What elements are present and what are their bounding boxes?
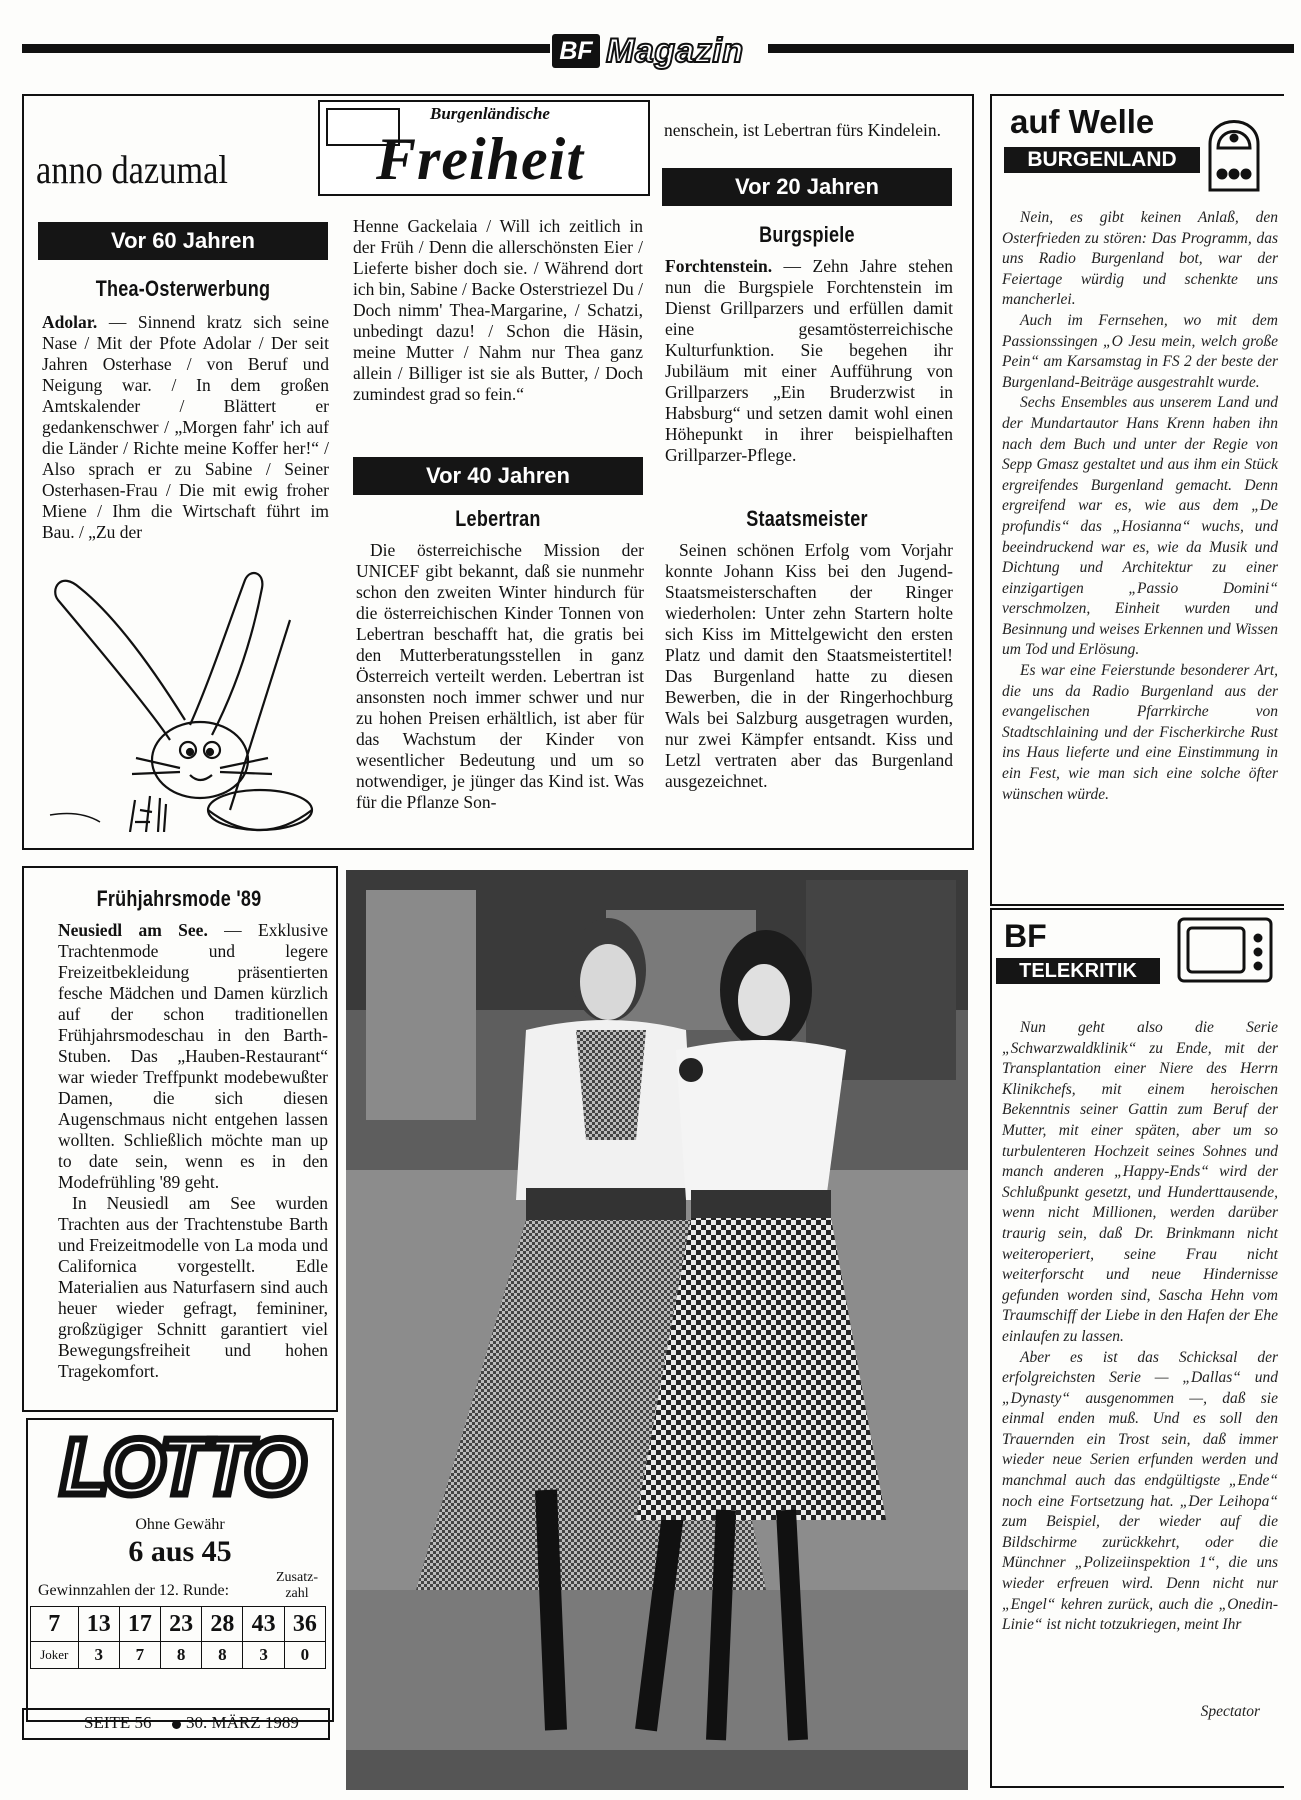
mode-lead: Neusiedl am See.: [58, 920, 208, 940]
easter-bunny-illustration: [40, 560, 330, 832]
lotto-numbers-row: [31, 1607, 326, 1642]
anno-label: anno dazumal: [36, 147, 228, 192]
lotto-number: 43: [243, 1607, 284, 1642]
vor20-body2: Seinen schönen Erfolg vom Vorjahr konnte Johann Kiss bei den Jugend-Staatsmeisterschaften der Ringer wiederholen: Unter zehn Startern holte sich Kiss im Mittelgewicht den ersten Platz und damit den Staatsmeistertitel! Das Burgenland hatte zu diesen Bewerben, die in der Ringerhochburg Wals bei Salzburg ausgetragen wurden, nur zwei Kämpfer entsandt. Kiss und Letzl vertraten aber das Burgenland ausgezeichnet.: [665, 540, 953, 791]
mode-text: [58, 920, 328, 1382]
vor40-band: Vor 40 Jahren: [353, 457, 643, 495]
lotto-joker-label: Joker: [31, 1642, 79, 1669]
radio-icon: [1204, 104, 1264, 199]
vor60-lead: Adolar.: [42, 312, 98, 332]
vor40-body: Die österreichische Mission der UNICEF gibt bekannt, daß sie nunmehr schon den zweiten Winter hindurch für die österreichischen Kinder Tonnen von Lebertran beschafft hat, die gratis bei den Mutterberatungsstellen in ganz Österreich verteilt werden. Lebertran ist ansonsten noch immer schwer und nur zu hohen Preisen erhältlich, ist aber für das Wachstum der Kinder von wesentlicher Bedeutung und um so notwendiger, je jünger das Kind ist. Was für die Pflanze Son-: [356, 540, 644, 812]
vor60-body1: — Sinnend kratz sich seine Nase / Mit der Pfote Adolar / Der seit Jahren Osterhase / von Beruf und Neigung war. / In dem großen Amtskalender / Blättert er gedankenschwer / „Morgen fahr' ich auf die Länder / Richte meine Koffer her!“ / Also sprach er zu Sabine / Seiner Osterhasen-Frau / Die mit ewig froher Miene / Ihm die Wirtschaft führt im Bau. / „Zu der: [42, 312, 329, 542]
footer-page: SEITE 56: [84, 1713, 152, 1732]
mode-body1: — Exklusive Trachtenmode und legere Freizeitbekleidung präsentierten fesche Mädchen und Damen kürzlich auf der schon traditionellen Frühjahrsmodeschau in den Barth-Stuben. Das „Hauben-Restaurant“ war wieder Treffpunkt modebewußter Damen, die sich diesen Augenschmaus nicht entgehen lassen wollten. Schließlich möchte man up to date sein, wenn es in den Modefrühling '89 geht.: [58, 920, 328, 1192]
telekritik-subtitle: TELEKRITIK: [996, 958, 1160, 984]
masthead-rule-left: [22, 44, 550, 53]
welle-title: auf Welle: [1010, 103, 1155, 140]
welle-paragraph: Es war eine Feierstunde besonderer Art, die uns da Radio Burgenland aus der evangelischen Pfarrkirche von Stadtschlaining und der Fischerkirche Rust ins Haus lieferte und eine Einstimmung in ein Fest, wie man sich eine solche öfter wünschen würde.: [1002, 662, 1278, 803]
vor60-text-col2: Henne Gackelaia / Will ich zeitlich in der Früh / Denn die allerschönsten Eier / Lieferte bisher doch sie. / Während dort ich bin, Sabine / Backe Osterstriezel Du / Doch nimm' Thea-Margarine, / Schatzi, unbedingt dazu! / Schon die Häsin, meine Mutter / Nahm nur Thea ganz allein / Billiger ist sie als Butter, / Doch zumindest grad so fein.“: [353, 216, 643, 404]
lotto-zusatz-label: Zusatz- zahl: [276, 1570, 318, 1601]
lotto-label: Gewinnzahlen der 12. Runde:: [38, 1582, 230, 1599]
page-footer: [22, 1708, 330, 1740]
mode-heading: Frühjahrsmode '89: [96, 886, 262, 911]
lotto-joker-digit: 3: [78, 1642, 119, 1669]
lotto-joker-digit: 3: [243, 1642, 284, 1669]
vor60-text-col1: [42, 312, 329, 543]
telekritik-paragraph: Nun geht also die Serie „Schwarzwaldklinik“ zu Ende, mit der Transplantation einer Niere des Herrn Klinikchefs, mit einem heroischen Bekenntnis seiner Gattin zum Beruf der Mutter, mit einer späten, aber um so turbulenteren Hochzeit seines Sohnes und manch anderen „Happy-Ends“ wird der Schlußpunkt gesetzt, und Hunderttausende, wenn nicht Millionen, werden darüber traurig sein, daß Dr. Brinkmann nicht weiteroperiert, seine Frau nicht weiterforscht und neue Hindernisse gefunden worden sind, Sascha Hehn vom Traumschiff der Liebe in den Hafen der Ehe einlaufen zu lassen.: [1002, 1019, 1278, 1345]
telekritik-paragraph: Aber es ist das Schicksal der erfolgreichsten Serie — „Dallas“ und „Dynasty“ ausgenommen —, daß sie einmal enden muß. Und es soll den Trauernden ein Trost sein, daß immer wieder neue Serien erfunden werden und manchmal auch das endgültigste „Ende“ noch eine Fortsetzung hat. „Der Leihopa“ zum Beispiel, der wieder auf die Bildschirme zurückkehrt, oder die Münchner „Polizeiinspektion 1“, die uns wieder erfreuen wird. Denn nicht nur „Engel“ kehren zurück, auch die „Onedin-Linie“ ist nicht totzukriegen, meint Ihr: [1002, 1348, 1278, 1634]
vor60-band: Vor 60 Jahren: [38, 222, 328, 260]
vor20-heading: Burgspiele: [759, 222, 855, 247]
vor20-band: Vor 20 Jahren: [662, 168, 952, 206]
lotto-game: 6 aus 45: [128, 1535, 232, 1568]
newspaper-masthead: [318, 100, 650, 196]
vor20-lead: Forchtenstein.: [665, 256, 773, 276]
welle-subtitle: BURGENLAND: [1004, 147, 1200, 173]
lotto-zusatzzahl: 36: [284, 1607, 325, 1642]
newspaper-title: Freiheit: [375, 126, 584, 192]
vor40-heading: Lebertran: [455, 506, 541, 531]
lotto-joker-digit: 8: [161, 1642, 202, 1669]
masthead-rule-right: [768, 44, 1294, 53]
lotto-ohne-gewaehr: Ohne Gewähr: [135, 1516, 225, 1533]
lotto-joker-digit: 0: [284, 1642, 325, 1669]
masthead: [552, 30, 764, 74]
mode-body2: In Neusiedl am See wurden Trachten aus der Trachtenstube Barth und Freizeitmodelle von La moda und Californica vorgestellt. Edle Materialien aus Naturfasern sind auch heuer wieder gefragt, femininer, großzügiger Schnitt garantiert viel Bewegungsfreiheit und hohen Tragekomfort.: [58, 1193, 328, 1381]
vor20-text: [665, 256, 953, 466]
tv-icon: [1176, 916, 1274, 995]
vor40-continuation: nenschein, ist Lebertran fürs Kindelein.: [664, 120, 941, 140]
masthead-title: Magazin: [606, 32, 744, 70]
footer-bullet: [172, 1720, 181, 1729]
vor20-heading2: Staatsmeister: [746, 506, 868, 531]
telekritik-title: BF: [1004, 918, 1047, 954]
telekritik-text: [1002, 1018, 1278, 1636]
masthead-logo: BF: [552, 34, 600, 68]
lotto-number: 13: [78, 1607, 119, 1642]
vor60-heading: Thea-Osterwerbung: [95, 276, 271, 301]
newspaper-top-line: Burgenländische: [430, 104, 550, 123]
welle-paragraph: Auch im Fernsehen, wo mit dem Passionssingen „O Jesu mein, welch große Pein“ am Karsamstag in FS 2 der beste der Burgenland-Beiträge ausgestrahlt wurde.: [1002, 311, 1278, 391]
welle-text: [1002, 208, 1278, 805]
lotto-joker-digit: 7: [119, 1642, 160, 1669]
lotto-table: [30, 1606, 326, 1669]
lotto-logo: LOTTO: [60, 1422, 300, 1511]
lotto-number: 7: [31, 1607, 79, 1642]
vor40-text: [356, 540, 644, 813]
fashion-photo: [346, 870, 968, 1790]
lotto-number: 23: [161, 1607, 202, 1642]
welle-paragraph: Sechs Ensembles aus unserem Land und der Mundartautor Hans Krenn haben ihn nach dem Buch und unter der Regie von Sepp Gmasz gestaltet und aus ihm ein Stück ergreifendes Burgenland gemacht. Denn ergreifend war es, wie aus dem „De profundis“ das „Hosianna“ wuchs, und beeindruckend war es, wie da Musik und Dichtung und Architektur zu einer einzigartigen „Passio Domini“ verschmolzen, Einheit wurden und Besinnung und weises Erkennen und Wissen um Tod und Erlösung.: [1002, 394, 1278, 659]
footer-date: 30. MÄRZ 1989: [186, 1713, 299, 1732]
telekritik-signature: Spectator: [1200, 1703, 1260, 1720]
lotto-joker-row: [31, 1642, 326, 1669]
lotto-number: 28: [202, 1607, 243, 1642]
lotto-joker-digit: 8: [202, 1642, 243, 1669]
lotto-number: 17: [119, 1607, 160, 1642]
welle-paragraph: Nein, es gibt keinen Anlaß, den Osterfrieden zu stören: Das Programm, das uns Radio Burgenland bot, war der Feiertage würdig und schenkte uns mancherlei.: [1002, 209, 1278, 309]
vor20-body: — Zehn Jahre stehen nun die Burgspiele Forchtenstein im Dienst Grillparzers und erfüllen damit eine gesamtösterreichische Kulturfunktion. Sie begehen ihr Jubiläum mit einer Aufführung von Grillparzers „Ein Bruderzwist in Habsburg“ und setzen damit wohl einen Höhepunkt in ihrer beispielhaften Grillparzer-Pflege.: [665, 256, 953, 465]
vor20-text2: [665, 540, 953, 792]
